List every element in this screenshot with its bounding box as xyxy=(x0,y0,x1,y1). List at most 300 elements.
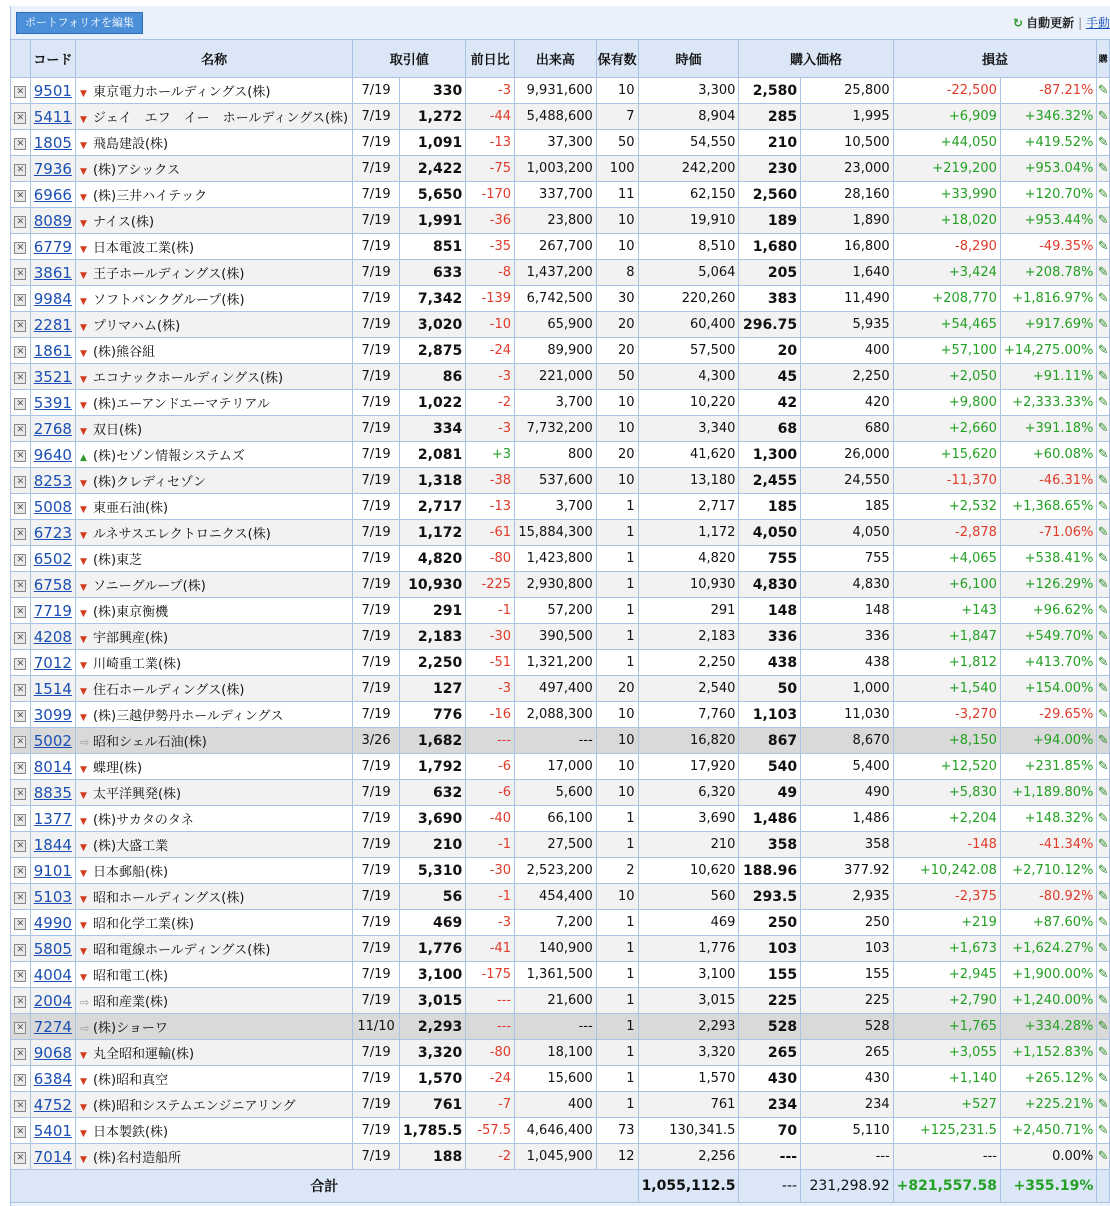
stock-code-link[interactable]: 1861 xyxy=(33,341,72,360)
stock-code-link[interactable]: 6966 xyxy=(33,185,72,204)
down-arrow-icon: ▼ xyxy=(79,557,87,567)
stock-code-link[interactable]: 8089 xyxy=(33,211,72,230)
table-row xyxy=(11,650,1110,676)
stock-code-link[interactable]: 7936 xyxy=(33,159,72,178)
stock-code-link[interactable]: 6758 xyxy=(33,575,72,594)
remove-checkbox-icon[interactable]: ✕ xyxy=(14,450,26,462)
unit-purchase-price: 45 xyxy=(739,364,801,390)
trade-price: 469 xyxy=(399,910,465,936)
stock-code-link[interactable]: 3861 xyxy=(33,263,72,282)
stock-code-link[interactable]: 7012 xyxy=(33,653,72,672)
unit-purchase-price: 755 xyxy=(739,546,801,572)
down-arrow-icon: ▼ xyxy=(79,219,87,229)
down-arrow-icon: ▼ xyxy=(79,609,87,619)
profit-loss-pct: +419.52% xyxy=(1000,130,1096,156)
remove-checkbox-icon[interactable]: ✕ xyxy=(14,398,26,410)
table-row xyxy=(11,390,1110,416)
stock-name-cell xyxy=(75,156,352,182)
stock-name-cell xyxy=(75,546,352,572)
profit-loss-pct: +126.29% xyxy=(1000,572,1096,598)
trade-date: 7/19 xyxy=(353,208,400,234)
stock-code-link[interactable]: 5411 xyxy=(33,107,72,126)
holdings: 1 xyxy=(596,1092,638,1118)
volume: 800 xyxy=(515,442,597,468)
stock-name: 昭和ホールディングス(株) xyxy=(92,891,245,906)
stock-code-cell xyxy=(30,104,75,130)
profit-loss: +1,812 xyxy=(893,650,1000,676)
stock-code-link[interactable]: 5002 xyxy=(33,731,72,750)
pencil-icon[interactable]: ✎ xyxy=(1097,343,1109,358)
remove-checkbox-icon[interactable]: ✕ xyxy=(14,970,26,982)
unit-purchase-price: 49 xyxy=(739,780,801,806)
remove-checkbox-cell xyxy=(11,988,31,1014)
remove-checkbox-icon[interactable]: ✕ xyxy=(14,216,26,228)
price-change: -80 xyxy=(466,546,515,572)
stock-code-link[interactable]: 7274 xyxy=(33,1017,72,1036)
profit-loss-pct: -29.65% xyxy=(1000,702,1096,728)
stock-code-link[interactable]: 4208 xyxy=(33,627,72,646)
volume: 400 xyxy=(515,1092,597,1118)
pencil-icon[interactable]: ✎ xyxy=(1097,395,1109,410)
trade-date: 7/19 xyxy=(353,78,400,104)
price-change: -10 xyxy=(466,312,515,338)
stock-code-link[interactable]: 6384 xyxy=(33,1069,72,1088)
stock-name-cell xyxy=(75,832,352,858)
stock-code-link[interactable]: 1514 xyxy=(33,679,72,698)
stock-name-cell xyxy=(75,650,352,676)
trade-price: 10,930 xyxy=(399,572,465,598)
pencil-icon[interactable]: ✎ xyxy=(1097,889,1109,904)
profit-loss-pct: +2,450.71% xyxy=(1000,1118,1096,1144)
edit-cell xyxy=(1097,156,1110,182)
remove-checkbox-icon[interactable]: ✕ xyxy=(14,424,26,436)
holdings: 12 xyxy=(596,1144,638,1170)
pencil-icon[interactable]: ✎ xyxy=(1097,967,1109,982)
remove-checkbox-icon[interactable]: ✕ xyxy=(14,190,26,202)
stock-code-link[interactable]: 5805 xyxy=(33,939,72,958)
down-arrow-icon: ▼ xyxy=(79,791,87,801)
stock-code-cell xyxy=(30,442,75,468)
trade-date: 7/19 xyxy=(353,1118,400,1144)
stock-code-link[interactable]: 9984 xyxy=(33,289,72,308)
pencil-icon[interactable]: ✎ xyxy=(1097,603,1109,618)
pencil-icon[interactable]: ✎ xyxy=(1097,135,1109,150)
remove-checkbox-icon[interactable]: ✕ xyxy=(14,736,26,748)
stock-code-link[interactable]: 5401 xyxy=(33,1121,72,1140)
stock-code-link[interactable]: 8014 xyxy=(33,757,72,776)
edit-cell xyxy=(1097,182,1110,208)
holdings: 8 xyxy=(596,260,638,286)
stock-name: (株)名村造船所 xyxy=(92,1151,182,1166)
unit-purchase-price: 148 xyxy=(739,598,801,624)
table-row xyxy=(11,1092,1110,1118)
purchase-cost: --- xyxy=(801,1144,894,1170)
remove-checkbox-icon[interactable]: ✕ xyxy=(14,788,26,800)
header-purchase-price[interactable]: 購入価格 xyxy=(739,40,893,78)
unit-purchase-price: 2,580 xyxy=(739,78,801,104)
trade-price: 86 xyxy=(399,364,465,390)
header-holdings[interactable]: 保有数 xyxy=(596,40,638,78)
stock-code-cell xyxy=(30,988,75,1014)
header-volume[interactable]: 出来高 xyxy=(515,40,597,78)
pencil-icon[interactable]: ✎ xyxy=(1097,187,1109,202)
header-profit-loss[interactable]: 損益 xyxy=(893,40,1097,78)
volume: 3,700 xyxy=(515,494,597,520)
remove-checkbox-icon[interactable]: ✕ xyxy=(14,944,26,956)
stock-code-link[interactable]: 1377 xyxy=(33,809,72,828)
market-value: 4,300 xyxy=(638,364,739,390)
stock-code-cell xyxy=(30,260,75,286)
pencil-icon[interactable]: ✎ xyxy=(1097,759,1109,774)
pencil-icon[interactable]: ✎ xyxy=(1097,525,1109,540)
price-change: -30 xyxy=(466,858,515,884)
stock-code-link[interactable]: 6723 xyxy=(33,523,72,542)
down-arrow-icon: ▼ xyxy=(79,635,87,645)
remove-checkbox-icon[interactable]: ✕ xyxy=(14,762,26,774)
remove-checkbox-cell xyxy=(11,650,31,676)
holdings: 1 xyxy=(596,1014,638,1040)
stock-name: 昭和電線ホールディングス(株) xyxy=(92,943,271,958)
unit-purchase-price: 155 xyxy=(739,962,801,988)
profit-loss: +208,770 xyxy=(893,286,1000,312)
purchase-cost: 1,995 xyxy=(801,104,894,130)
remove-checkbox-icon[interactable]: ✕ xyxy=(14,658,26,670)
purchase-cost: 377.92 xyxy=(801,858,894,884)
unit-purchase-price: 430 xyxy=(739,1066,801,1092)
remove-checkbox-icon[interactable]: ✕ xyxy=(14,476,26,488)
market-value: 1,172 xyxy=(638,520,739,546)
remove-checkbox-cell xyxy=(11,338,31,364)
header-code[interactable]: コード xyxy=(30,40,75,78)
stock-name: 丸全昭和運輸(株) xyxy=(92,1047,195,1062)
pencil-icon[interactable]: ✎ xyxy=(1097,1097,1109,1112)
remove-checkbox-icon[interactable]: ✕ xyxy=(14,840,26,852)
stock-code-link[interactable]: 9101 xyxy=(33,861,72,880)
holdings: 10 xyxy=(596,78,638,104)
remove-checkbox-icon[interactable]: ✕ xyxy=(14,632,26,644)
pencil-icon[interactable]: ✎ xyxy=(1097,1045,1109,1060)
remove-checkbox-icon[interactable]: ✕ xyxy=(14,320,26,332)
profit-loss: -2,375 xyxy=(893,884,1000,910)
price-change: -24 xyxy=(466,338,515,364)
profit-loss-pct: +96.62% xyxy=(1000,598,1096,624)
remove-checkbox-icon[interactable]: ✕ xyxy=(14,268,26,280)
purchase-cost: 234 xyxy=(801,1092,894,1118)
edit-cell xyxy=(1097,338,1110,364)
pencil-icon[interactable]: ✎ xyxy=(1097,837,1109,852)
remove-checkbox-icon[interactable]: ✕ xyxy=(14,918,26,930)
stock-name-cell xyxy=(75,1040,352,1066)
stock-name: (株)三井ハイテック xyxy=(92,189,208,204)
remove-checkbox-icon[interactable]: ✕ xyxy=(14,606,26,618)
pencil-icon[interactable]: ✎ xyxy=(1097,447,1109,462)
unit-purchase-price: 528 xyxy=(739,1014,801,1040)
pencil-icon[interactable]: ✎ xyxy=(1097,1071,1109,1086)
purchase-cost: 155 xyxy=(801,962,894,988)
profit-loss-pct: +148.32% xyxy=(1000,806,1096,832)
stock-code-link[interactable]: 7014 xyxy=(33,1147,72,1166)
remove-checkbox-icon[interactable]: ✕ xyxy=(14,996,26,1008)
pencil-icon[interactable]: ✎ xyxy=(1097,551,1109,566)
purchase-cost: 2,935 xyxy=(801,884,894,910)
remove-checkbox-icon[interactable]: ✕ xyxy=(14,1100,26,1112)
remove-checkbox-icon[interactable]: ✕ xyxy=(14,294,26,306)
remove-checkbox-cell xyxy=(11,1144,31,1170)
pencil-icon[interactable]: ✎ xyxy=(1097,109,1109,124)
remove-checkbox-icon[interactable]: ✕ xyxy=(14,86,26,98)
table-body xyxy=(11,78,1110,1170)
stock-name: (株)セゾン情報システムズ xyxy=(92,449,245,464)
pencil-icon[interactable]: ✎ xyxy=(1097,915,1109,930)
remove-checkbox-icon[interactable]: ✕ xyxy=(14,112,26,124)
remove-checkbox-icon[interactable]: ✕ xyxy=(14,554,26,566)
holdings: 20 xyxy=(596,312,638,338)
purchase-cost: 11,030 xyxy=(801,702,894,728)
remove-checkbox-icon[interactable]: ✕ xyxy=(14,1126,26,1138)
holdings: 1 xyxy=(596,806,638,832)
market-value: 3,015 xyxy=(638,988,739,1014)
unit-purchase-price: 210 xyxy=(739,130,801,156)
stock-code-link[interactable]: 9640 xyxy=(33,445,72,464)
remove-checkbox-icon[interactable]: ✕ xyxy=(14,138,26,150)
pencil-icon[interactable]: ✎ xyxy=(1097,265,1109,280)
pencil-icon[interactable]: ✎ xyxy=(1097,785,1109,800)
trade-price: 3,015 xyxy=(399,988,465,1014)
stock-name: 東亜石油(株) xyxy=(92,501,169,516)
total-row xyxy=(11,1170,1110,1203)
edit-cell xyxy=(1097,286,1110,312)
stock-code-link[interactable]: 6779 xyxy=(33,237,72,256)
table-row xyxy=(11,130,1110,156)
remove-checkbox-icon[interactable]: ✕ xyxy=(14,684,26,696)
purchase-cost: 358 xyxy=(801,832,894,858)
edit-cell xyxy=(1097,676,1110,702)
stock-code-link[interactable]: 8835 xyxy=(33,783,72,802)
table-row xyxy=(11,754,1110,780)
market-value: 10,620 xyxy=(638,858,739,884)
header-market-value[interactable]: 時価 xyxy=(638,40,739,78)
pencil-icon[interactable]: ✎ xyxy=(1097,369,1109,384)
profit-loss: +4,065 xyxy=(893,546,1000,572)
stock-code-link[interactable]: 6502 xyxy=(33,549,72,568)
pencil-icon[interactable]: ✎ xyxy=(1097,83,1109,98)
table-row xyxy=(11,702,1110,728)
pencil-icon[interactable]: ✎ xyxy=(1097,655,1109,670)
down-arrow-icon: ▼ xyxy=(79,297,87,307)
remove-checkbox-icon[interactable]: ✕ xyxy=(14,580,26,592)
stock-code-link[interactable]: 4004 xyxy=(33,965,72,984)
purchase-cost: 490 xyxy=(801,780,894,806)
pencil-icon[interactable]: ✎ xyxy=(1097,863,1109,878)
stock-code-link[interactable]: 1805 xyxy=(33,133,72,152)
profit-loss: -3,270 xyxy=(893,702,1000,728)
stock-code-link[interactable]: 8253 xyxy=(33,471,72,490)
stock-code-cell xyxy=(30,234,75,260)
stock-code-link[interactable]: 3521 xyxy=(33,367,72,386)
remove-checkbox-icon[interactable]: ✕ xyxy=(14,372,26,384)
stock-code-link[interactable]: 3099 xyxy=(33,705,72,724)
remove-checkbox-icon[interactable]: ✕ xyxy=(14,164,26,176)
pencil-icon[interactable]: ✎ xyxy=(1097,473,1109,488)
remove-checkbox-icon[interactable]: ✕ xyxy=(14,1022,26,1034)
unit-purchase-price: 2,455 xyxy=(739,468,801,494)
profit-loss: +1,673 xyxy=(893,936,1000,962)
stock-name: ソフトバンクグループ(株) xyxy=(92,293,245,308)
pencil-icon[interactable]: ✎ xyxy=(1097,577,1109,592)
manual-update-link[interactable]: 手動 xyxy=(1085,16,1110,30)
remove-checkbox-icon[interactable]: ✕ xyxy=(14,710,26,722)
holdings: 73 xyxy=(596,1118,638,1144)
remove-checkbox-cell xyxy=(11,520,31,546)
profit-loss: --- xyxy=(893,1144,1000,1170)
volume: 537,600 xyxy=(515,468,597,494)
market-value: 242,200 xyxy=(638,156,739,182)
total-unit: --- xyxy=(739,1170,801,1203)
volume: --- xyxy=(515,1014,597,1040)
remove-checkbox-icon[interactable]: ✕ xyxy=(14,866,26,878)
profit-loss-pct: +1,816.97% xyxy=(1000,286,1096,312)
price-change: -61 xyxy=(466,520,515,546)
pencil-icon[interactable]: ✎ xyxy=(1097,993,1109,1008)
stock-code-link[interactable]: 5391 xyxy=(33,393,72,412)
unit-purchase-price: 188.96 xyxy=(739,858,801,884)
trade-date: 7/19 xyxy=(353,104,400,130)
pencil-icon[interactable]: ✎ xyxy=(1097,629,1109,644)
remove-checkbox-icon[interactable]: ✕ xyxy=(14,346,26,358)
pencil-icon[interactable]: ✎ xyxy=(1097,213,1109,228)
remove-checkbox-cell xyxy=(11,364,31,390)
stock-name-cell xyxy=(75,1118,352,1144)
pencil-icon[interactable]: ✎ xyxy=(1097,421,1109,436)
purchase-cost: 250 xyxy=(801,910,894,936)
pencil-icon[interactable]: ✎ xyxy=(1097,681,1109,696)
flat-arrow-icon: ⇨ xyxy=(79,996,90,1009)
market-value: 10,220 xyxy=(638,390,739,416)
trade-date: 7/19 xyxy=(353,936,400,962)
profit-loss-pct: -87.21% xyxy=(1000,78,1096,104)
remove-checkbox-icon[interactable]: ✕ xyxy=(14,242,26,254)
remove-checkbox-cell xyxy=(11,312,31,338)
market-value: 8,904 xyxy=(638,104,739,130)
stock-name: (株)東芝 xyxy=(92,553,143,568)
pencil-icon[interactable]: ✎ xyxy=(1097,161,1109,176)
header-change[interactable]: 前日比 xyxy=(466,40,515,78)
stock-name: (株)昭和システムエンジニアリング xyxy=(92,1099,296,1114)
header-extra: 購 xyxy=(1097,40,1110,78)
pencil-icon[interactable]: ✎ xyxy=(1097,1019,1109,1034)
stock-code-link[interactable]: 7719 xyxy=(33,601,72,620)
trade-date: 7/19 xyxy=(353,338,400,364)
table-row xyxy=(11,832,1110,858)
down-arrow-icon: ▼ xyxy=(79,505,87,515)
trade-date: 7/19 xyxy=(353,624,400,650)
stock-code-link[interactable]: 5103 xyxy=(33,887,72,906)
volume: 1,321,200 xyxy=(515,650,597,676)
pencil-icon[interactable]: ✎ xyxy=(1097,707,1109,722)
remove-checkbox-icon[interactable]: ✕ xyxy=(14,814,26,826)
trade-price: 1,318 xyxy=(399,468,465,494)
holdings: 11 xyxy=(596,182,638,208)
remove-checkbox-cell xyxy=(11,390,31,416)
pencil-icon[interactable]: ✎ xyxy=(1097,811,1109,826)
holdings: 1 xyxy=(596,1066,638,1092)
table-row xyxy=(11,520,1110,546)
profit-loss-pct: +953.04% xyxy=(1000,156,1096,182)
profit-loss: +1,140 xyxy=(893,1066,1000,1092)
price-change: -1 xyxy=(466,832,515,858)
total-cost: 231,298.92 xyxy=(801,1170,894,1203)
pencil-icon[interactable]: ✎ xyxy=(1097,941,1109,956)
pencil-icon[interactable]: ✎ xyxy=(1097,1123,1109,1138)
stock-code-link[interactable]: 2768 xyxy=(33,419,72,438)
header-trade-price[interactable]: 取引値 xyxy=(353,40,466,78)
edit-cell xyxy=(1097,988,1110,1014)
holdings: 10 xyxy=(596,702,638,728)
purchase-cost: 16,800 xyxy=(801,234,894,260)
edit-cell xyxy=(1097,130,1110,156)
stock-code-link[interactable]: 2281 xyxy=(33,315,72,334)
remove-checkbox-icon[interactable]: ✕ xyxy=(14,1152,26,1164)
stock-name-cell xyxy=(75,312,352,338)
stock-code-link[interactable]: 9501 xyxy=(33,81,72,100)
unit-purchase-price: 1,103 xyxy=(739,702,801,728)
stock-code-link[interactable]: 5008 xyxy=(33,497,72,516)
purchase-cost: 23,000 xyxy=(801,156,894,182)
purchase-cost: 24,550 xyxy=(801,468,894,494)
remove-checkbox-cell xyxy=(11,884,31,910)
header-name[interactable]: 名称 xyxy=(75,40,352,78)
table-row xyxy=(11,1014,1110,1040)
market-value: 2,183 xyxy=(638,624,739,650)
stock-code-cell xyxy=(30,806,75,832)
pencil-icon[interactable]: ✎ xyxy=(1097,291,1109,306)
remove-checkbox-icon[interactable]: ✕ xyxy=(14,502,26,514)
stock-name-cell xyxy=(75,988,352,1014)
profit-loss: +33,990 xyxy=(893,182,1000,208)
edit-portfolio-button[interactable]: ポートフォリオを編集 xyxy=(16,12,143,34)
trade-date: 7/19 xyxy=(353,234,400,260)
pencil-icon[interactable]: ✎ xyxy=(1097,1149,1109,1164)
pencil-icon[interactable]: ✎ xyxy=(1097,733,1109,748)
purchase-cost: 225 xyxy=(801,988,894,1014)
stock-code-link[interactable]: 4752 xyxy=(33,1095,72,1114)
pencil-icon[interactable]: ✎ xyxy=(1097,317,1109,332)
unit-purchase-price: 293.5 xyxy=(739,884,801,910)
price-change: -80 xyxy=(466,1040,515,1066)
edit-cell xyxy=(1097,312,1110,338)
remove-checkbox-icon[interactable]: ✕ xyxy=(14,1048,26,1060)
remove-checkbox-cell xyxy=(11,806,31,832)
stock-code-link[interactable]: 9068 xyxy=(33,1043,72,1062)
volume: 15,884,300 xyxy=(515,520,597,546)
remove-checkbox-icon[interactable]: ✕ xyxy=(14,1074,26,1086)
volume: 1,003,200 xyxy=(515,156,597,182)
table-row xyxy=(11,676,1110,702)
stock-code-link[interactable]: 1844 xyxy=(33,835,72,854)
table-row xyxy=(11,858,1110,884)
pencil-icon[interactable]: ✎ xyxy=(1097,239,1109,254)
stock-code-link[interactable]: 4990 xyxy=(33,913,72,932)
remove-checkbox-icon[interactable]: ✕ xyxy=(14,528,26,540)
unit-purchase-price: 383 xyxy=(739,286,801,312)
remove-checkbox-icon[interactable]: ✕ xyxy=(14,892,26,904)
stock-code-cell xyxy=(30,754,75,780)
price-change: -57.5 xyxy=(466,1118,515,1144)
pencil-icon[interactable]: ✎ xyxy=(1097,499,1109,514)
market-value: 2,717 xyxy=(638,494,739,520)
profit-loss: +2,204 xyxy=(893,806,1000,832)
stock-code-link[interactable]: 2004 xyxy=(33,991,72,1010)
